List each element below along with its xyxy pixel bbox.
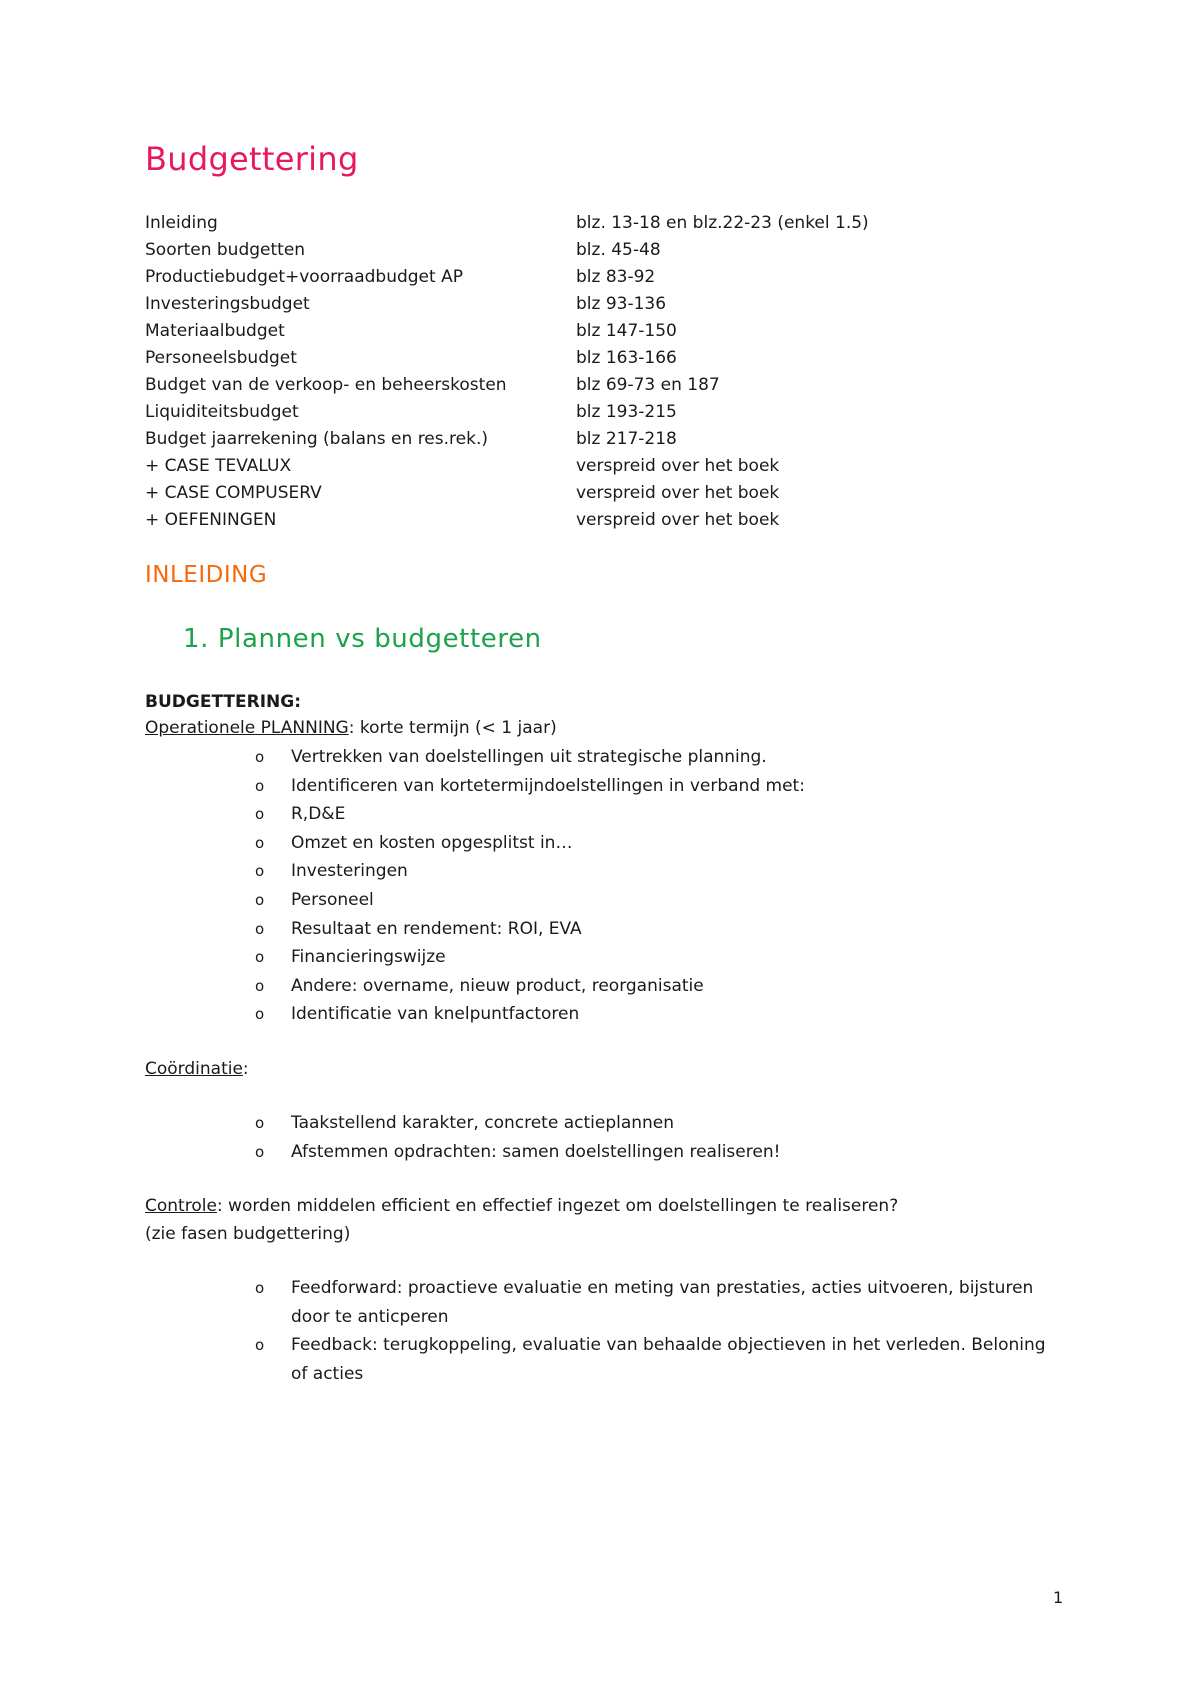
coordinatie-term: Coördinatie (145, 1059, 243, 1079)
toc-row (145, 345, 1045, 372)
list-item-text: Omzet en kosten opgesplitst in… (291, 832, 573, 853)
coordinatie-colon: : (242, 1059, 249, 1079)
bullet-marker: o (255, 919, 265, 938)
toc-label: Budget jaarrekening (balans en res.rek.) (145, 429, 488, 449)
coordinatie-bullet-list (145, 1109, 1045, 1166)
list-item-text: Vertrekken van doelstellingen uit strategische planning. (291, 747, 767, 767)
list-item-text: Afstemmen opdrachten: samen doelstellingen realiseren! (291, 1141, 781, 1162)
toc-page-ref: blz. 13-18 en blz.22-23 (enkel 1.5) (576, 213, 869, 233)
toc-row (145, 399, 1045, 426)
bullet-marker: o (255, 890, 265, 909)
bullet-marker: o (255, 862, 265, 881)
list-item-text: Investeringen (291, 861, 408, 882)
list-item (145, 886, 1045, 915)
budgettering-label: BUDGETTERING: (145, 692, 302, 712)
toc-row (145, 264, 1045, 291)
list-item (145, 800, 1045, 829)
bullet-marker: o (255, 833, 265, 852)
list-item-text: Feedforward: proactieve evaluatie en meting van prestaties, acties uitvoeren, bijsturen door te anticperen (291, 1278, 1034, 1327)
list-item (145, 772, 1045, 801)
toc-page-ref: verspreid over het boek (576, 510, 780, 530)
bullet-marker: o (255, 748, 265, 766)
toc-label: + CASE COMPUSERV (145, 483, 322, 503)
list-item-text: Resultaat en rendement: ROI, EVA (291, 918, 582, 939)
toc-row (145, 453, 1045, 480)
list-item (145, 1000, 1045, 1029)
list-item-text: Andere: overname, nieuw product, reorganisatie (291, 975, 704, 996)
list-item (145, 915, 1045, 944)
list-item (145, 1138, 1045, 1167)
toc-page-ref: verspreid over het boek (576, 456, 780, 476)
list-item (145, 829, 1045, 858)
toc-row (145, 237, 1045, 264)
planning-term: Operationele PLANNING (145, 718, 349, 738)
list-item (145, 743, 1045, 772)
toc-label: + CASE TEVALUX (145, 456, 292, 476)
bullet-marker: o (255, 948, 265, 967)
planning-description: : korte termijn (< 1 jaar) (348, 718, 557, 738)
controle-bullet-list (145, 1274, 1045, 1388)
toc-label: Personeelsbudget (145, 348, 297, 368)
toc-page-ref: blz. 45-48 (576, 240, 661, 260)
toc-label: + OEFENINGEN (145, 510, 277, 530)
toc-row (145, 480, 1045, 507)
table-of-contents (145, 210, 1045, 534)
bullet-marker: o (255, 1005, 265, 1024)
heading-inleiding: INLEIDING (145, 562, 268, 588)
toc-row (145, 426, 1045, 453)
toc-row (145, 318, 1045, 345)
bullet-marker: o (255, 1336, 265, 1355)
coordinatie-paragraph (145, 1055, 249, 1083)
controle-note: (zie fasen budgettering) (145, 1224, 351, 1244)
list-item-text: Financieringswijze (291, 947, 446, 968)
planning-bullet-list (145, 743, 1045, 1029)
toc-label: Materiaalbudget (145, 321, 285, 341)
page-number: 1 (1053, 1588, 1064, 1607)
document-title: Budgettering (145, 140, 359, 178)
toc-row (145, 372, 1045, 399)
toc-label: Liquiditeitsbudget (145, 402, 299, 422)
toc-page-ref: blz 163-166 (576, 348, 677, 368)
toc-page-ref: blz 193-215 (576, 402, 677, 422)
bullet-marker: o (255, 1279, 265, 1297)
controle-description: : worden middelen efficient en effectief ingezet om doelstellingen te realiseren? (216, 1196, 899, 1216)
bullet-marker: o (255, 805, 265, 824)
planning-paragraph (145, 714, 557, 742)
list-item (145, 1274, 1045, 1331)
toc-page-ref: blz 147-150 (576, 321, 677, 341)
list-item-text: Identificatie van knelpuntfactoren (291, 1004, 580, 1025)
toc-page-ref: blz 69-73 en 187 (576, 375, 720, 395)
toc-page-ref: blz 217-218 (576, 429, 677, 449)
toc-label: Soorten budgetten (145, 240, 306, 260)
toc-label: Inleiding (145, 213, 218, 233)
list-item (145, 857, 1045, 886)
toc-label: Productiebudget+voorraadbudget AP (145, 267, 463, 287)
bullet-marker: o (255, 776, 265, 795)
controle-paragraph (145, 1192, 898, 1220)
list-item-text: R,D&E (291, 804, 346, 825)
toc-page-ref: blz 93-136 (576, 294, 667, 314)
bullet-marker: o (255, 976, 265, 995)
bullet-marker: o (255, 1142, 265, 1161)
list-item (145, 1109, 1045, 1138)
toc-row (145, 291, 1045, 318)
toc-row (145, 210, 1045, 237)
toc-page-ref: verspreid over het boek (576, 483, 780, 503)
toc-row (145, 507, 1045, 534)
toc-label: Budget van de verkoop- en beheerskosten (145, 375, 507, 395)
list-item-text: Taakstellend karakter, concrete actieplannen (291, 1113, 675, 1133)
list-item (145, 972, 1045, 1001)
list-item (145, 943, 1045, 972)
list-item-text: Personeel (291, 889, 374, 910)
list-item-text: Feedback: terugkoppeling, evaluatie van behaalde objectieven in het verleden. Beloning of acties (291, 1335, 1046, 1384)
controle-term: Controle (145, 1196, 217, 1216)
list-item-text: Identificeren van kortetermijndoelstellingen in verband met: (291, 775, 805, 796)
toc-page-ref: blz 83-92 (576, 267, 656, 287)
section-heading: 1. Plannen vs budgetteren (183, 624, 542, 654)
toc-label: Investeringsbudget (145, 294, 310, 314)
list-item (145, 1331, 1045, 1388)
bullet-marker: o (255, 1114, 265, 1132)
